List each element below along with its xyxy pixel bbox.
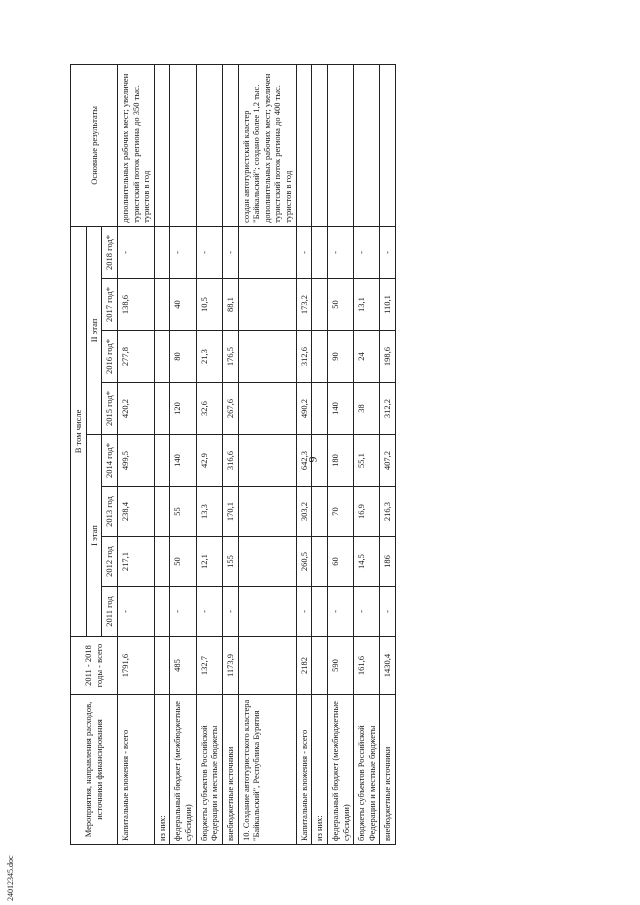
year-value: 55 <box>170 487 196 537</box>
header-total: 2011 - 2018 годы - всего <box>71 637 118 695</box>
row-result <box>380 64 396 226</box>
table-body <box>117 64 395 844</box>
year-value: 312,6 <box>296 331 312 383</box>
year-value <box>312 587 328 637</box>
year-value <box>238 537 296 587</box>
footer <box>2 845 72 905</box>
row-total: 590 <box>327 637 353 695</box>
row-total <box>312 637 328 695</box>
row-total: 2182 <box>296 637 312 695</box>
year-value: 642,3 <box>296 435 312 487</box>
table-row <box>117 64 154 844</box>
year-value: 32,6 <box>196 383 222 435</box>
year-value: 110,1 <box>380 279 396 331</box>
year-value <box>154 279 170 331</box>
year-value: 170,1 <box>222 487 238 537</box>
table-row <box>196 64 222 844</box>
header-year: 2017 год* <box>102 279 118 331</box>
year-value <box>312 487 328 537</box>
table-row <box>170 64 196 844</box>
year-value: 16,9 <box>354 487 380 537</box>
rotated-table-page <box>70 65 615 845</box>
row-label: из них: <box>154 695 170 845</box>
header-in-total: В том числе <box>71 226 87 636</box>
year-value: - <box>222 587 238 637</box>
year-value: 13,3 <box>196 487 222 537</box>
row-result <box>296 64 312 226</box>
row-label: из них: <box>312 695 328 845</box>
year-value <box>238 383 296 435</box>
table-row <box>222 64 238 844</box>
table-row <box>327 64 353 844</box>
row-label: Капитальные вложения - всего <box>117 695 154 845</box>
year-value: - <box>354 226 380 278</box>
year-value <box>238 226 296 278</box>
year-value <box>312 383 328 435</box>
row-label: 10. Создание автотуристского кластера "Байкальский", Республика Бурятия <box>238 695 296 845</box>
year-value: 138,6 <box>117 279 154 331</box>
year-value: 420,2 <box>117 383 154 435</box>
row-total: 1430,4 <box>380 637 396 695</box>
header-year: 2012 год <box>102 537 118 587</box>
year-value: 267,6 <box>222 383 238 435</box>
year-value: 238,4 <box>117 487 154 537</box>
row-label: федеральный бюджет (межбюджетные субсидии) <box>327 695 353 845</box>
row-label: федеральный бюджет (межбюджетные субсидии) <box>170 695 196 845</box>
year-value: 70 <box>327 487 353 537</box>
year-value: 316,6 <box>222 435 238 487</box>
year-value: 12,1 <box>196 537 222 587</box>
year-value <box>154 226 170 278</box>
year-value <box>238 587 296 637</box>
year-value: 312,2 <box>380 383 396 435</box>
year-value: - <box>170 226 196 278</box>
year-value: 90 <box>327 331 353 383</box>
year-value: 80 <box>170 331 196 383</box>
year-value <box>154 537 170 587</box>
year-value: 38 <box>354 383 380 435</box>
year-value: 42,9 <box>196 435 222 487</box>
row-result <box>312 64 328 226</box>
year-value: 120 <box>170 383 196 435</box>
row-result: дополнительных рабочих мест; увеличен туристский поток региона до 350 тыс. туристов в год <box>117 64 154 226</box>
row-total <box>154 637 170 695</box>
table-row <box>238 64 296 844</box>
table-row <box>354 64 380 844</box>
funding-table <box>70 64 396 845</box>
year-value: 155 <box>222 537 238 587</box>
year-value: - <box>327 226 353 278</box>
row-label: бюджеты субъектов Российской Федерации и местные бюджеты <box>196 695 222 845</box>
table-row <box>154 64 170 844</box>
year-value: 55,1 <box>354 435 380 487</box>
year-value: 407,2 <box>380 435 396 487</box>
row-total: 161,6 <box>354 637 380 695</box>
table-row <box>312 64 328 844</box>
year-value: 50 <box>327 279 353 331</box>
year-value: 217,1 <box>117 537 154 587</box>
year-value <box>154 435 170 487</box>
year-value <box>238 331 296 383</box>
header-year: 2011 год <box>102 587 118 637</box>
year-value: 140 <box>327 383 353 435</box>
header-activities: Мероприятия, направления расходов, источники финансирования <box>71 695 118 845</box>
year-value: - <box>354 587 380 637</box>
year-value: - <box>117 587 154 637</box>
year-value <box>154 383 170 435</box>
header-year: 2016 год* <box>102 331 118 383</box>
year-value: 140 <box>170 435 196 487</box>
year-value: 180 <box>327 435 353 487</box>
year-value: 198,6 <box>380 331 396 383</box>
year-value: 303,2 <box>296 487 312 537</box>
year-value: 88,1 <box>222 279 238 331</box>
year-value: - <box>170 587 196 637</box>
row-result <box>170 64 196 226</box>
year-value: 216,3 <box>380 487 396 537</box>
year-value: 490,2 <box>296 383 312 435</box>
year-value: 499,5 <box>117 435 154 487</box>
year-value: - <box>380 226 396 278</box>
header-stage1: I этап <box>86 435 102 637</box>
year-value: 10,5 <box>196 279 222 331</box>
row-label: Капитальные вложения - всего <box>296 695 312 845</box>
year-value: - <box>296 226 312 278</box>
year-value <box>238 435 296 487</box>
header-year: 2014 год* <box>102 435 118 487</box>
header-stage2: II этап <box>86 226 102 434</box>
year-value <box>312 435 328 487</box>
year-value: - <box>117 226 154 278</box>
page-number: 9 <box>305 456 320 463</box>
year-value: 186 <box>380 537 396 587</box>
header-results: Основные результаты <box>71 64 118 226</box>
row-result <box>196 64 222 226</box>
header-year: 2015 год* <box>102 383 118 435</box>
year-value <box>312 279 328 331</box>
row-total: 132,7 <box>196 637 222 695</box>
year-value: - <box>296 587 312 637</box>
year-value: 60 <box>327 537 353 587</box>
year-value <box>154 487 170 537</box>
row-total: 485 <box>170 637 196 695</box>
row-result <box>154 64 170 226</box>
year-value: 24 <box>354 331 380 383</box>
header-year: 2013 год <box>102 487 118 537</box>
year-value: 173,2 <box>296 279 312 331</box>
year-value <box>312 331 328 383</box>
year-value <box>312 537 328 587</box>
year-value: 260,5 <box>296 537 312 587</box>
year-value: - <box>327 587 353 637</box>
row-result <box>354 64 380 226</box>
row-result <box>327 64 353 226</box>
year-value: 40 <box>170 279 196 331</box>
row-label: бюджеты субъектов Российской Федерации и местные бюджеты <box>354 695 380 845</box>
year-value: - <box>196 226 222 278</box>
year-value: 176,5 <box>222 331 238 383</box>
year-value: 277,8 <box>117 331 154 383</box>
year-value: 14,5 <box>354 537 380 587</box>
year-value <box>238 279 296 331</box>
year-value: - <box>222 226 238 278</box>
year-value: - <box>380 587 396 637</box>
year-value: 21,3 <box>196 331 222 383</box>
year-value: 13,1 <box>354 279 380 331</box>
row-label: внебюджетные источники <box>380 695 396 845</box>
table-row <box>296 64 312 844</box>
year-value: 50 <box>170 537 196 587</box>
table-row <box>380 64 396 844</box>
row-total: 1173,9 <box>222 637 238 695</box>
row-total: 1791,6 <box>117 637 154 695</box>
row-label: внебюджетные источники <box>222 695 238 845</box>
footer-filename: 24012345.doc <box>6 855 15 901</box>
row-result: создан автотуристский кластер "Байкальский"; создано более 1,2 тыс. дополнительных рабочих мест; увеличен туристский поток региона до 400 тыс. туристов в год <box>238 64 296 226</box>
year-value <box>154 331 170 383</box>
year-value: - <box>196 587 222 637</box>
row-result <box>222 64 238 226</box>
year-value <box>154 587 170 637</box>
row-total <box>238 637 296 695</box>
year-value <box>312 226 328 278</box>
header-year: 2018 год* <box>102 226 118 278</box>
year-value <box>238 487 296 537</box>
